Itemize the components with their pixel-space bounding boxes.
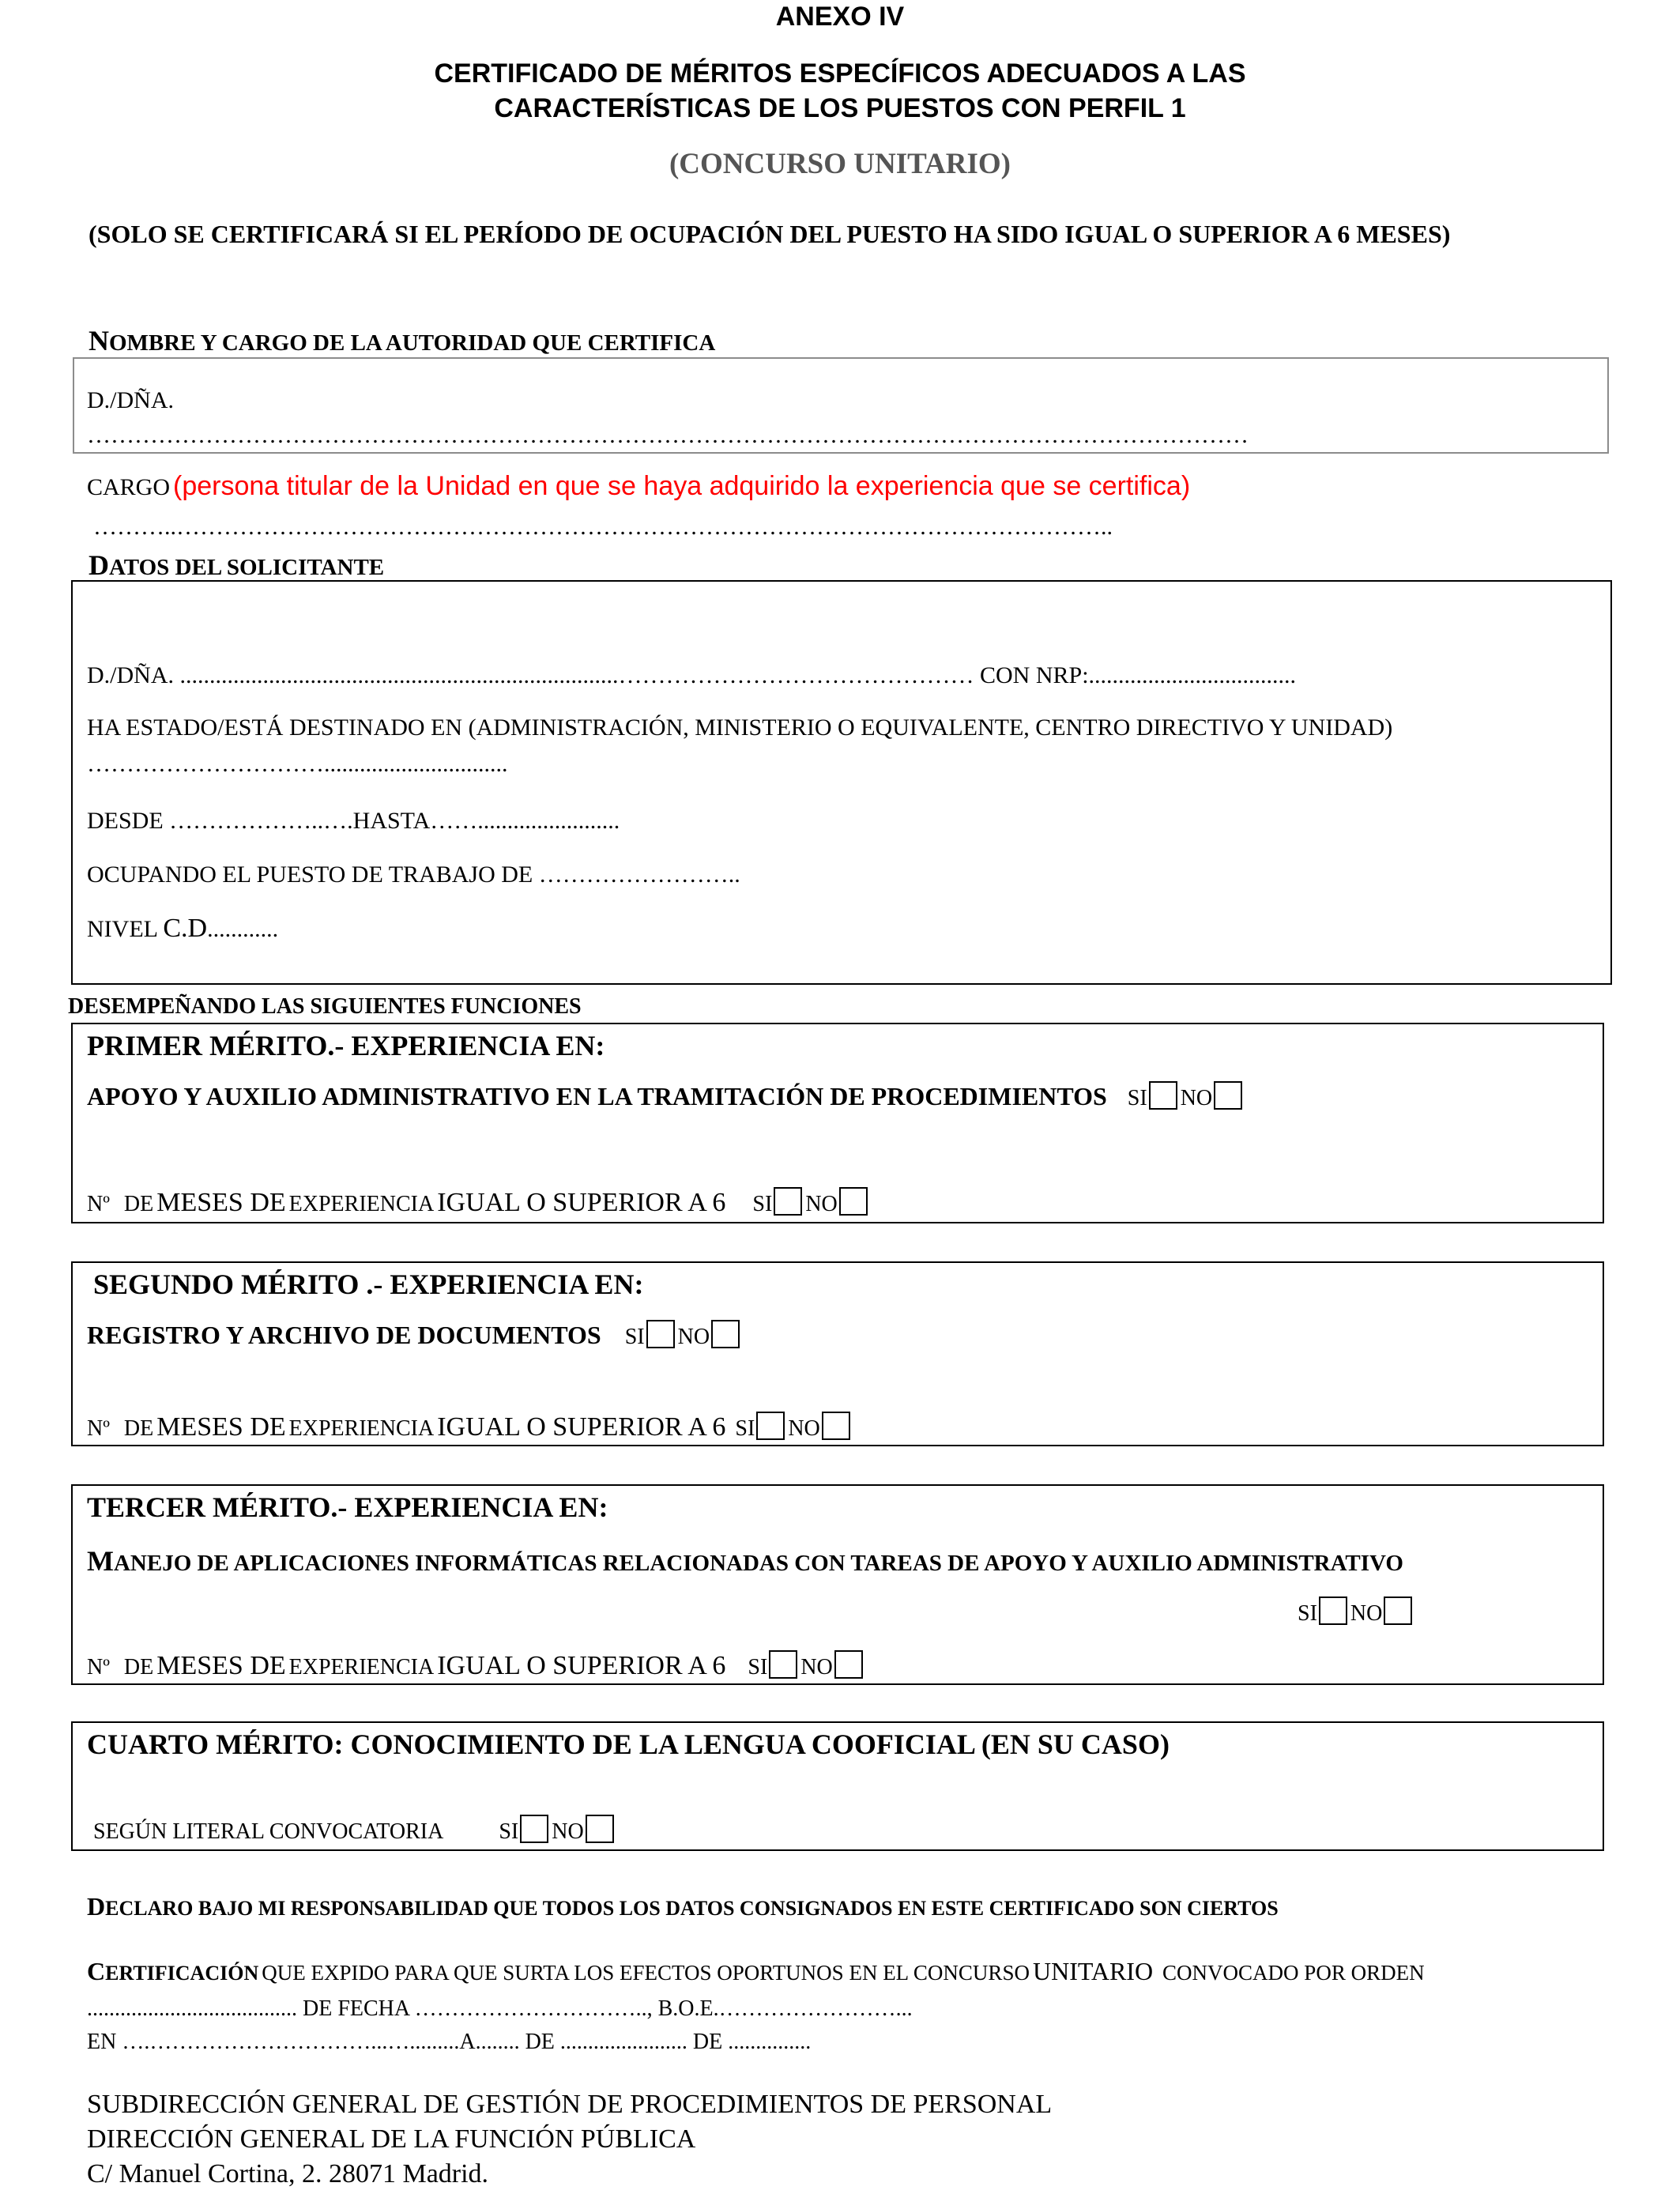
footer-line-1: SUBDIRECCIÓN GENERAL DE GESTIÓN DE PROCEDIMIENTOS DE PERSONAL (87, 2090, 1053, 2119)
merit-3-item: MANEJO DE APLICACIONES INFORMÁTICAS RELACIONADAS CON TAREAS DE APOYO Y AUXILIO ADMINISTRATIVO (87, 1545, 1403, 1577)
applicant-destination-label: HA ESTADO/ESTÁ DESTINADO EN (ADMINISTRACIÓN, MINISTERIO O EQUIVALENTE, CENTRO DIRECTIVO Y UNIDAD) (87, 714, 1393, 741)
certification-line-1: CERTIFICACIÓN QUE EXPIDO PARA QUE SURTA LOS EFECTOS OPORTUNOS EN EL CONCURSO UNITARIO CONVOCADO POR ORDEN (87, 1957, 1425, 1985)
merit-4-item-row: SEGÚN LITERAL CONVOCATORIA SI NO (93, 1815, 617, 1845)
authority-cargo-row (87, 471, 1190, 502)
title-line-1: CERTIFICADO DE MÉRITOS ESPECÍFICOS ADECUADOS A LAS (434, 58, 1246, 89)
merit-2-months-row: Nº DE MESES DE EXPERIENCIA IGUAL O SUPERIOR A 6 SI NO (87, 1412, 853, 1442)
merit-3-months-no-checkbox[interactable] (834, 1650, 863, 1679)
merit-2-item-row: REGISTRO Y ARCHIVO DE DOCUMENTOS SI NO (87, 1320, 743, 1350)
merit-1-item-row: APOYO Y AUXILIO ADMINISTRATIVO EN LA TRAMITACIÓN DE PROCEDIMIENTOS SI NO (87, 1081, 1245, 1111)
merit-2-months-no-checkbox[interactable] (822, 1412, 850, 1440)
authority-cargo-dots: ………..……………………………………………………………………………………………………….. (93, 514, 1113, 540)
merit-3-title: TERCER MÉRITO.- EXPERIENCIA EN: (87, 1491, 608, 1523)
authority-heading: NOMBRE Y CARGO DE LA AUTORIDAD QUE CERTIFICA (89, 325, 716, 356)
applicant-level-row[interactable]: NIVEL C.D............ (87, 914, 279, 943)
applicant-dates-row[interactable]: DESDE ………………..….HASTA……........................ (87, 808, 620, 834)
merit-2-months-yes-checkbox[interactable] (756, 1412, 785, 1440)
subtitle: (CONCURSO UNITARIO) (669, 148, 1011, 180)
cargo-label: CARGO (87, 474, 171, 500)
merit-3-months-yes-checkbox[interactable] (769, 1650, 797, 1679)
merit-2-yes-checkbox[interactable] (646, 1320, 675, 1348)
merit-1-months-no-checkbox[interactable] (839, 1187, 868, 1216)
merit-1-no-checkbox[interactable] (1214, 1081, 1242, 1110)
merit-1-yes-checkbox[interactable] (1149, 1081, 1177, 1110)
merit-1-months-row: Nº DE MESES DE EXPERIENCIA IGUAL O SUPERIOR A 6 SI NO (87, 1187, 871, 1218)
merit-3-months-row: Nº DE MESES DE EXPERIENCIA IGUAL O SUPERIOR A 6 SI NO (87, 1650, 866, 1681)
footer-line-3: C/ Manuel Cortina, 2. 28071 Madrid. (87, 2159, 489, 2188)
merit-4-no-checkbox[interactable] (586, 1815, 614, 1843)
merit-1-item: APOYO Y AUXILIO ADMINISTRATIVO EN LA TRAMITACIÓN DE PROCEDIMIENTOS (87, 1082, 1107, 1110)
functions-heading: DESEMPEÑANDO LAS SIGUIENTES FUNCIONES (68, 994, 582, 1019)
merit-2-item: REGISTRO Y ARCHIVO DE DOCUMENTOS (87, 1321, 601, 1349)
footer-line-2: DIRECCIÓN GENERAL DE LA FUNCIÓN PÚBLICA (87, 2124, 696, 2154)
certification-line-2[interactable]: ...................................... DE FECHA ………………………….., B.O.E.……………………... (87, 1996, 913, 2021)
merit-4-title: CUARTO MÉRITO: CONOCIMIENTO DE LA LENGUA COOFICIAL (EN SU CASO) (87, 1728, 1170, 1760)
merit-1-months-yes-checkbox[interactable] (774, 1187, 802, 1216)
merit-1-title: PRIMER MÉRITO.- EXPERIENCIA EN: (87, 1030, 605, 1061)
certification-line-3[interactable]: EN ….…………………………...….........A........ DE ....................... DE ............... (87, 2030, 812, 2054)
merit-3-yesno-row: SI NO (1298, 1596, 1415, 1627)
applicant-name-row[interactable]: D./DÑA. ..........................................................................……………………………………… CON NRP:................................... (87, 662, 1297, 688)
merit-4-item: SEGÚN LITERAL CONVOCATORIA (93, 1819, 444, 1844)
authority-name-label: D./DÑA. (87, 387, 174, 413)
merit-2-title: SEGUNDO MÉRITO .- EXPERIENCIA EN: (93, 1269, 644, 1300)
applicant-heading: DATOS DEL SOLICITANTE (89, 549, 385, 581)
title-line-2: CARACTERÍSTICAS DE LOS PUESTOS CON PERFIL 1 (494, 93, 1186, 123)
merit-2-no-checkbox[interactable] (711, 1320, 740, 1348)
applicant-post-row[interactable]: OCUPANDO EL PUESTO DE TRABAJO DE …………………….. (87, 861, 740, 888)
annex-label: ANEXO IV (775, 2, 905, 32)
applicant-destination-dots[interactable]: …………………………............................... (87, 751, 508, 777)
authority-name-dots: ………………………………………………………………………………………………………………………………… (87, 422, 1249, 448)
declaration: DECLARO BAJO MI RESPONSABILIDAD QUE TODOS LOS DATOS CONSIGNADOS EN ESTE CERTIFICADO SON CIERTOS (87, 1892, 1279, 1921)
ocupation-note: (SOLO SE CERTIFICARÁ SI EL PERÍODO DE OCUPACIÓN DEL PUESTO HA SIDO IGUAL O SUPERIOR A 6 MESES) (89, 220, 1451, 248)
merit-3-no-checkbox[interactable] (1384, 1596, 1412, 1625)
merit-3-yes-checkbox[interactable] (1319, 1596, 1347, 1625)
cargo-note: (persona titular de la Unidad en que se haya adquirido la experiencia que se certifica) (173, 471, 1191, 501)
merit-4-yes-checkbox[interactable] (520, 1815, 548, 1843)
applicant-box (71, 580, 1612, 985)
